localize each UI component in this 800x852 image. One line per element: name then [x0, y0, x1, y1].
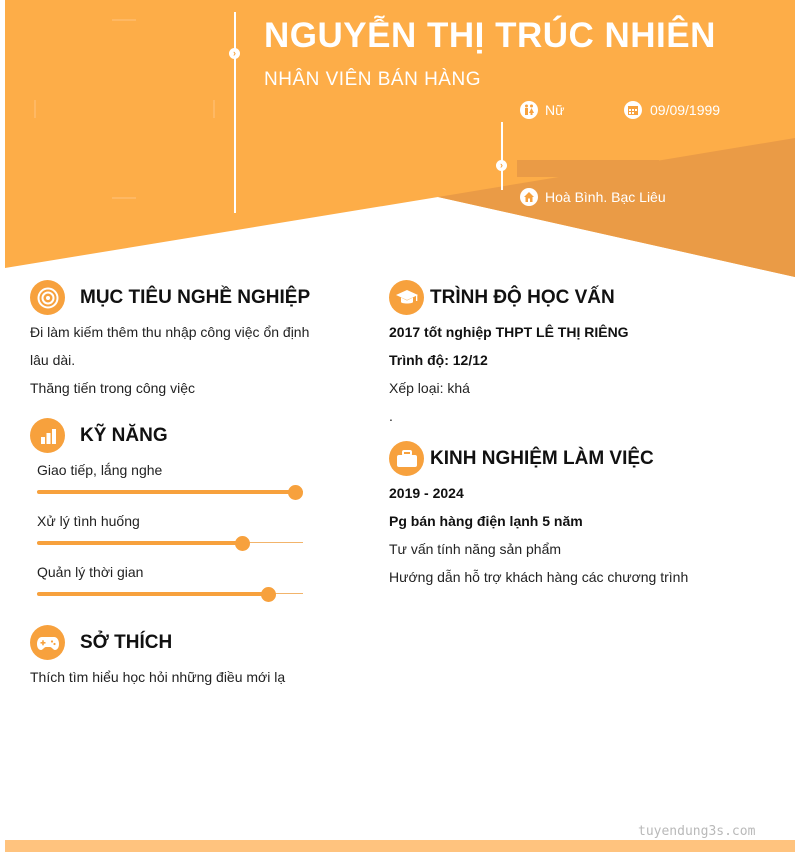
address-text: Hoà Bình. Bạc Liêu	[545, 189, 666, 205]
skills-heading	[30, 418, 168, 453]
skill-bar-knob	[288, 485, 303, 500]
education-grade: Xếp loại: khá	[389, 380, 470, 396]
address-info	[520, 188, 666, 206]
skill-label: Giao tiếp, lắng nghe	[37, 462, 163, 478]
hobbies-title: SỞ THÍCH	[80, 631, 173, 653]
experience-heading	[389, 441, 654, 476]
experience-role: Pg bán hàng điện lạnh 5 năm	[389, 513, 583, 529]
chevron-right-icon: ›	[229, 48, 240, 59]
hobbies-heading	[30, 625, 172, 660]
career-objective-heading	[30, 280, 310, 315]
skill-bar-knob	[261, 587, 276, 602]
experience-title: KINH NGHIỆM LÀM VIỆC	[430, 447, 654, 469]
skill-bar	[37, 542, 303, 543]
skill-bar-knob	[235, 536, 250, 551]
contact-divider-line	[501, 122, 503, 190]
job-position: NHÂN VIÊN BÁN HÀNG	[264, 69, 481, 90]
gender-text: Nữ	[545, 102, 565, 118]
footer-bar	[5, 840, 795, 852]
education-level: Trình độ: 12/12	[389, 352, 488, 368]
education-note: .	[389, 408, 393, 424]
career-objective-line: Thăng tiến trong công việc	[30, 380, 195, 396]
skill-bar	[37, 593, 303, 594]
birthdate-text: 09/09/1999	[650, 102, 721, 118]
skill-label: Xử lý tình huống	[37, 513, 140, 529]
target-icon	[30, 280, 65, 315]
header-divider-line	[234, 12, 236, 213]
watermark: tuyendung3s.com	[638, 824, 756, 839]
education-heading	[389, 280, 615, 315]
briefcase-icon	[389, 441, 424, 476]
skill-bar-fill	[37, 541, 242, 545]
skill-bar	[37, 491, 303, 492]
skill-label: Quản lý thời gian	[37, 564, 144, 580]
skills-title: KỸ NĂNG	[80, 424, 168, 446]
birthdate-info	[624, 101, 720, 119]
skill-bar-fill	[37, 592, 268, 596]
chevron-right-icon: ›	[496, 160, 507, 171]
bar-chart-icon	[30, 418, 65, 453]
experience-period: 2019 - 2024	[389, 485, 464, 501]
experience-duty: Tư vấn tính năng sản phẩm	[389, 541, 562, 557]
gender-icon	[520, 101, 538, 119]
calendar-icon	[624, 101, 642, 119]
hobbies-text: Thích tìm hiểu học hỏi những điều mới lạ	[30, 669, 286, 685]
career-objective-line: Đi làm kiếm thêm thu nhập công việc ổn định	[30, 324, 310, 340]
education-title: TRÌNH ĐỘ HỌC VẤN	[430, 286, 615, 308]
career-objective-line: lâu dài.	[30, 352, 76, 368]
gender-info	[520, 101, 564, 119]
graduation-cap-icon	[389, 280, 424, 315]
education-school: 2017 tốt nghiệp THPT LÊ THỊ RIÊNG	[389, 324, 629, 340]
career-objective-title: MỤC TIÊU NGHỀ NGHIỆP	[80, 286, 311, 308]
skill-bar-fill	[37, 490, 295, 494]
home-icon	[520, 188, 538, 206]
experience-duty: Hướng dẫn hỗ trợ khách hàng các chương trình	[389, 569, 689, 585]
candidate-name: NGUYỄN THỊ TRÚC NHIÊN	[264, 16, 716, 55]
gamepad-icon	[30, 625, 65, 660]
